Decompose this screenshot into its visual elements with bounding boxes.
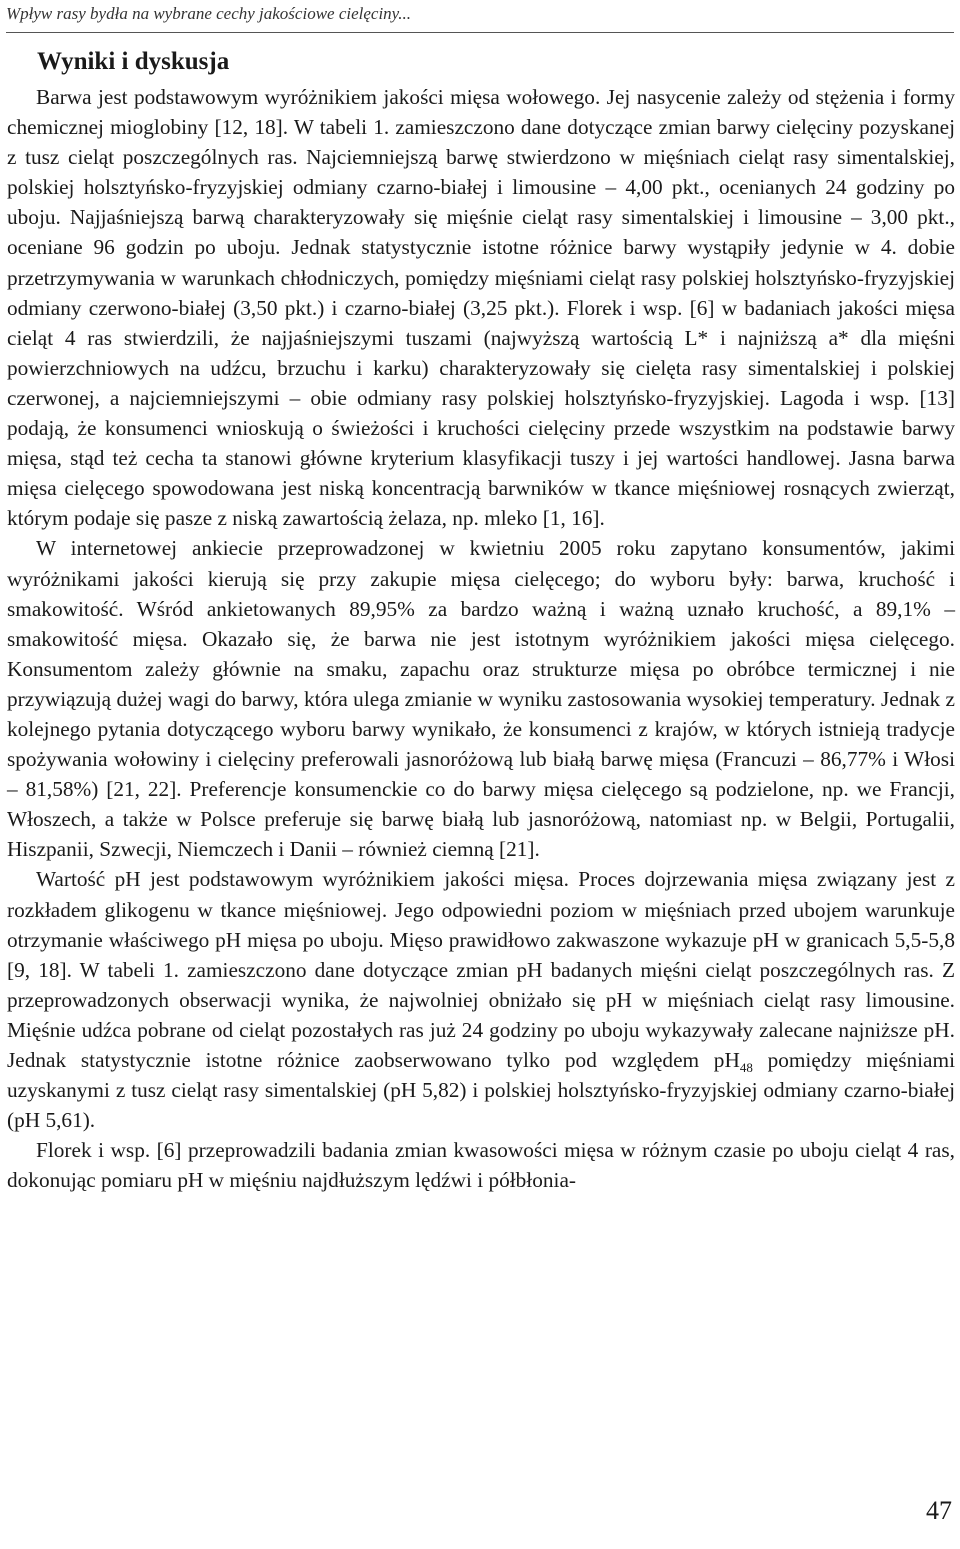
paragraph-ph-text-2: pomiędzy mięśniami uzyskanymi z tusz cieląt rasy simentalskiej (pH 5,82) i polskiej holsztyńsko-fryzyjskiej odmiany czarno-białej (pH 5,61). xyxy=(7,1048,955,1133)
page-number: 47 xyxy=(926,1496,952,1525)
paragraph-acidity: Florek i wsp. [6] przeprowadzili badania zmian kwasowości mięsa w różnym czasie po uboju cieląt 4 ras, dokonując pomiaru pH w mięśniu najdłuższym lędźwi i półbłonia- xyxy=(7,1138,955,1193)
paragraph-ph xyxy=(7,864,955,1135)
paragraph-color: Barwa jest podstawowym wyróżnikiem jakości mięsa wołowego. Jej nasycenie zależy od stężenia i formy chemicznej mioglobiny [12, 18]. W tabeli 1. zamieszczono dane dotyczące zmian barwy cielęciny pozyskanej z tusz cieląt poszczególnych ras. Najciemniejszą barwę stwierdzono w mięśniach cieląt rasy simentalskiej, polskiej holsztyńsko-fryzyjskiej odmiany czarno-białej i limousine – 4,00 pkt., ocenianych 24 godziny po uboju. Najjaśniejszą barwą charakteryzowały się mięśnie cieląt rasy simentalskiej i limousine – 3,00 pkt., oceniane 96 godzin po uboju. Jednak statystycznie istotne różnice barwy wystąpiły jedynie w 4. dobie przetrzymywania w warunkach chłodniczych, pomiędzy mięśniami cieląt rasy polskiej holsztyńsko-fryzyjskiej odmiany czerwono-białej (3,50 pkt.) i czarno-białej (3,25 pkt.). Florek i wsp. [6] w badaniach jakości mięsa cieląt 4 ras stwierdzili, że najjaśniejszymi tuszami (najwyższą wartością L* i najniższą a* dla mięśni powierzchniowych na udźcu, brzuchu i karku) charakteryzowały się cielęta rasy simentalskiej i polskiej czerwonej, a najciemniejszymi – obie odmiany rasy polskiej holsztyńsko-fryzyjskiej. Lagoda i wsp. [13] podają, że konsumenci wnioskują o świeżości i kruchości cielęciny przede wszystkim na podstawie barwy mięsa, stąd też cecha ta stanowi główne kryterium klasyfikacji tuszy i jej wartości handlowej. Jasna barwa mięsa cielęcego spowodowana jest niską koncentracją barwników w tkance mięśniowej rosnących zwierząt, którym podaje się pasze z niską zawartością żelaza, np. mleko [1, 16]. xyxy=(7,85,955,531)
ph-subscript: 48 xyxy=(739,1060,753,1075)
header-rule xyxy=(6,32,954,33)
body-text xyxy=(7,82,955,1195)
paragraph-ph-text-1: Wartość pH jest podstawowym wyróżnikiem jakości mięsa. Proces dojrzewania mięsa związany jest z rozkładem glikogenu w tkance mięśniowej. Jego odpowiedni poziom w mięśniach przed ubojem warunkuje otrzymanie właściwego pH mięsa po uboju. Mięso prawidłowo zakwaszone wykazuje pH w granicach 5,5-5,8 [9, 18]. W tabeli 1. zamieszczono dane dotyczące zmian pH badanych mięśni cieląt poszczególnych ras. Z przeprowadzonych obserwacji wynika, że najwolniej obniżało się pH w mięśniach cieląt rasy limousine. Mięśnie udźca pobrane od cieląt pozostałych ras już 24 godziny po uboju wykazywały zalecane najniższe pH. Jednak statystycznie istotne różnice zaobserwowano tylko pod względem pH xyxy=(7,867,955,1072)
running-header: Wpływ rasy bydła na wybrane cechy jakościowe cielęciny... xyxy=(6,4,412,23)
section-title: Wyniki i dyskusja xyxy=(37,48,230,75)
paragraph-survey: W internetowej ankiecie przeprowadzonej w kwietniu 2005 roku zapytano konsumentów, jakimi wyróżnikami jakości kierują się przy zakupie mięsa cielęcego; do wyboru były: barwa, kruchość i smakowitość. Wśród ankietowanych 89,95% za bardzo ważną i ważną uznało kruchość, a 89,1% – smakowitość mięsa. Okazało się, że barwa nie jest istotnym wyróżnikiem jakości mięsa cielęcego. Konsumentom zależy głównie na smaku, zapachu oraz strukturze mięsa po obróbce termicznej i nie przywiązują dużej wagi do barwy, która ulega zmianie w wyniku zastosowania wysokiej temperatury. Jednak z kolejnego pytania dotyczącego wyboru barwy wynikało, że konsumenci z krajów, w których istnieją tradycje spożywania wołowiny i cielęciny preferowali jasnoróżową lub białą barwę mięsa (Francuzi – 86,77% i Włosi – 81,58%) [21, 22]. Preferencje konsumenckie co do barwy mięsa cielęcego są podzielone, np. we Francji, Włoszech, a także w Polsce preferuje się barwę białą lub jasnoróżową, natomiast np. w Belgii, Portugalii, Hiszpanii, Szwecji, Niemczech i Danii – również ciemną [21]. xyxy=(7,536,955,862)
